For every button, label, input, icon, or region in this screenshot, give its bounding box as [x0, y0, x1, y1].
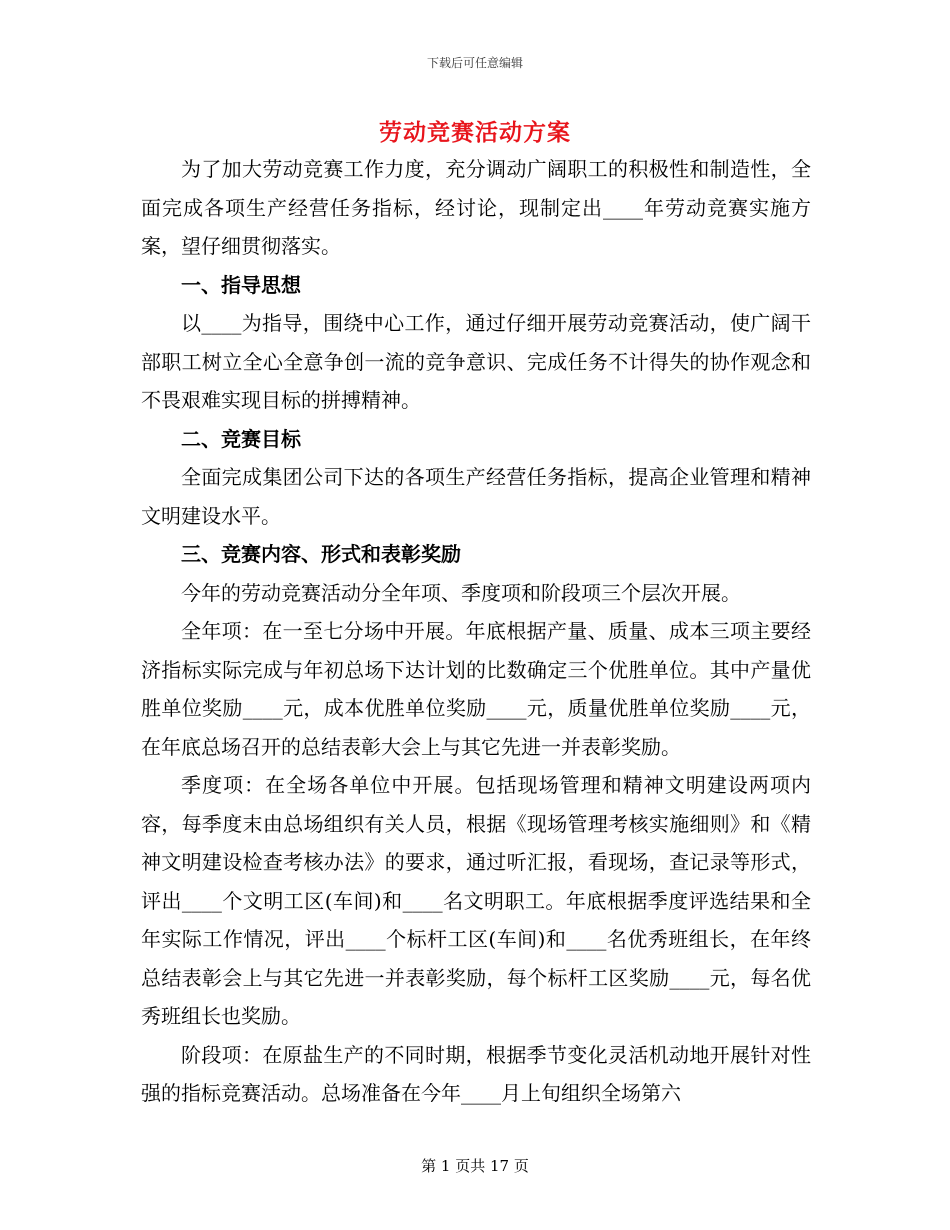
section-paragraph: 季度项：在全场各单位中开展。包括现场管理和精神文明建设两项内容，每季度末由总场组织有关人员，根据《现场管理考核实施细则》和《精神文明建设检查考核办法》的要求，通过听汇报，看现场，查记录等形式，评出____个文明工区(车间)和____名文明职工。年底根据季度评选结果和全年实际工作情况，评出____个标杆工区(车间)和____名优秀班组长，在年终总结表彰会上与其它先进一并表彰奖励，每个标杆工区奖励____元，每名优秀班组长也奖励。: [141, 773, 811, 1028]
section-heading-competition-goal: 二、竞赛目标: [181, 426, 301, 451]
intro-paragraph: 为了加大劳动竞赛工作力度，充分调动广阔职工的积极性和制造性，全面完成各项生产经营任务指标，经讨论，现制定出____年劳动竞赛实施方案，望仔细贯彻落实。: [141, 157, 811, 258]
section-paragraph: 以____为指导，围绕中心工作，通过仔细开展劳动竞赛活动，使广阔干部职工树立全心全意争创一流的竞争意识、完成任务不计得失的协作观念和不畏艰难实现目标的拼搏精神。: [141, 311, 811, 412]
page-footer: 第 1 页共 17 页: [421, 1157, 529, 1175]
section-paragraph: 全面完成集团公司下达的各项生产经营任务指标，提高企业管理和精神文明建设水平。: [141, 465, 811, 528]
document-body: [141, 150, 811, 1113]
section-heading-guiding-ideology: 一、指导思想: [181, 272, 301, 297]
section-heading-content-and-rewards: 三、竞赛内容、形式和表彰奖励: [181, 542, 461, 566]
section-paragraph: 今年的劳动竞赛活动分全年项、季度项和阶段项三个层次开展。: [181, 580, 741, 605]
page-header-note: 下载后可任意编辑: [426, 56, 523, 70]
section-paragraph: 阶段项：在原盐生产的不同时期，根据季节变化灵活机动地开展针对性强的指标竞赛活动。总场准备在今年____月上旬组织全场第六: [141, 1042, 811, 1105]
document-title: 劳动竞赛活动方案: [379, 119, 571, 146]
section-paragraph: 全年项：在一至七分场中开展。年底根据产量、质量、成本三项主要经济指标实际完成与年初总场下达计划的比数确定三个优胜单位。其中产量优胜单位奖励____元，成本优胜单位奖励____元，质量优胜单位奖励____元，在年底总场召开的总结表彰大会上与其它先进一并表彰奖励。: [141, 619, 811, 759]
